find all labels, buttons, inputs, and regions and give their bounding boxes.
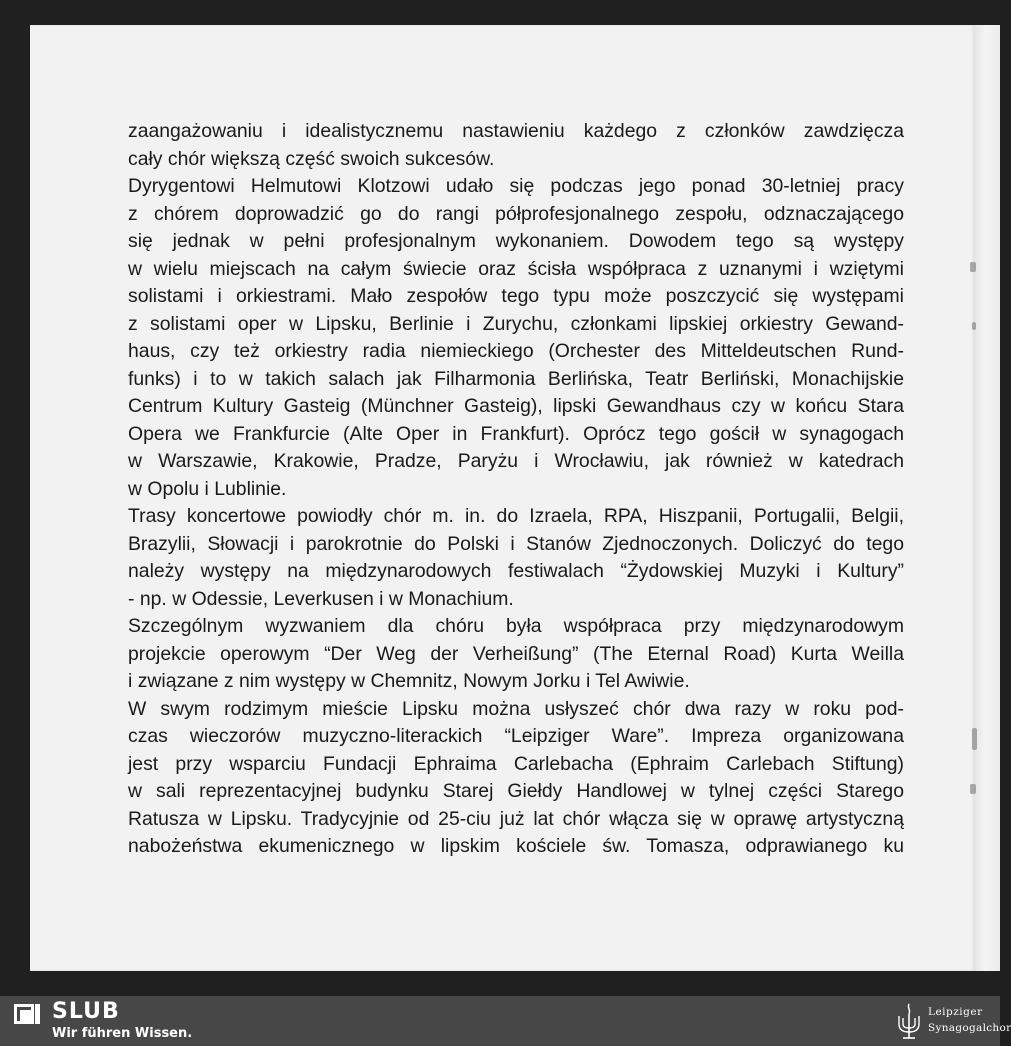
text-line: Opera we Frankfurcie (Alte Oper in Frankfurt). Oprócz tego gościł w synagogach xyxy=(128,422,904,445)
text-line: Dyrygentowi Helmutowi Klotzowi udało się podczas jego ponad 30-letniej pracy xyxy=(128,175,904,197)
text-line: w wielu miejscach na całym świecie oraz ścisła współpraca z uznanymi i wziętymi xyxy=(128,257,904,280)
text-line: z chórem doprowadzić go do rangi półprofesjonalnego zespołu, odznaczającego xyxy=(128,202,904,225)
footer-bar xyxy=(0,996,1011,1046)
page-edge xyxy=(975,25,1000,971)
text-line: w sali reprezentacyjnej budynku Starej Giełdy Handlowej w tylnej części Starego xyxy=(128,780,904,802)
text-line: i związane z nim występy w Chemnitz, Nowym Jorku i Tel Awiwie. xyxy=(128,670,690,692)
choir-name: Synagogalchor xyxy=(928,1022,1011,1034)
text-line: cały chór większą część swoich sukcesów. xyxy=(128,147,495,170)
text-line: jest przy wsparciu Fundacji Ephraima Carlebacha (Ephraim Carlebach Stiftung) xyxy=(128,752,904,775)
text-line: Brazylii, Słowacji i parokrotnie do Polski i Stanów Zjednoczonych. Doliczyć do tego xyxy=(128,532,904,555)
text-line: czas wieczorów muzyczno-literackich “Leipziger Ware”. Impreza organizowana xyxy=(128,725,904,747)
text-line: Trasy koncertowe powiodły chór m. in. do Izraela, RPA, Hiszpanii, Portugalii, Belgii, xyxy=(128,505,904,527)
slub-tagline: Wir führen Wissen. xyxy=(52,1026,193,1041)
menorah-icon xyxy=(895,1000,923,1042)
text-line: solistami i orkiestrami. Mało zespołów tego typu może poszczycić się występami xyxy=(128,285,904,307)
binding-mark xyxy=(972,322,976,330)
binding-mark xyxy=(972,728,977,750)
choir-name: Leipziger xyxy=(928,1006,983,1018)
text-line: W swym rodzimym mieście Lipsku można usłyszeć chór dwa razy w roku pod- xyxy=(128,697,904,720)
text-line: haus, czy też orkiestry radia niemieckiego (Orchester des Mitteldeutschen Rund- xyxy=(128,340,904,362)
text-line: z solistami oper w Lipsku, Berlinie i Zurychu, członkami lipskiej orkiestry Gewand- xyxy=(128,312,904,335)
text-line: Szczególnym wyzwaniem dla chóru była współpraca przy międzynarodowym xyxy=(128,615,904,637)
text-line: zaangażowaniu i idealistycznemu nastawieniu każdego z członków zawdzięcza xyxy=(128,120,904,142)
slub-logo-icon[interactable] xyxy=(14,1002,40,1026)
text-line: funks) i to w takich salach jak Filharmonia Berlińska, Teatr Berliński, Monachijskie xyxy=(128,367,904,390)
binding-mark xyxy=(970,262,976,272)
text-line: w Warszawie, Krakowie, Pradze, Paryżu i Wrocławiu, jak również w katedrach xyxy=(128,450,904,472)
text-line: należy występy na międzynarodowych festiwalach “Żydowskiej Muzyki i Kultury” xyxy=(128,560,904,582)
text-line: nabożeństwa ekumenicznego w lipskim kościele św. Tomasza, odprawianego ku xyxy=(128,835,904,857)
text-line: Ratusza w Lipsku. Tradycyjnie od 25-ciu już lat chór włącza się w oprawę artystyczną xyxy=(128,807,904,830)
text-line: Centrum Kultury Gasteig (Münchner Gasteig), lipski Gewandhaus czy w końcu Stara xyxy=(128,395,904,417)
text-line: w Opolu i Lublinie. xyxy=(128,477,287,500)
binding-mark xyxy=(970,784,976,794)
text-line: - np. w Odessie, Leverkusen i w Monachium. xyxy=(128,587,514,610)
text-line: się jednak w pełni profesjonalnym wykonaniem. Dowodem tego są występy xyxy=(128,230,904,252)
text-line: projekcie operowym “Der Weg der Verheißung” (The Eternal Road) Kurta Weilla xyxy=(128,642,904,665)
slub-brand[interactable]: SLUB xyxy=(52,999,120,1024)
body-text xyxy=(128,118,904,861)
